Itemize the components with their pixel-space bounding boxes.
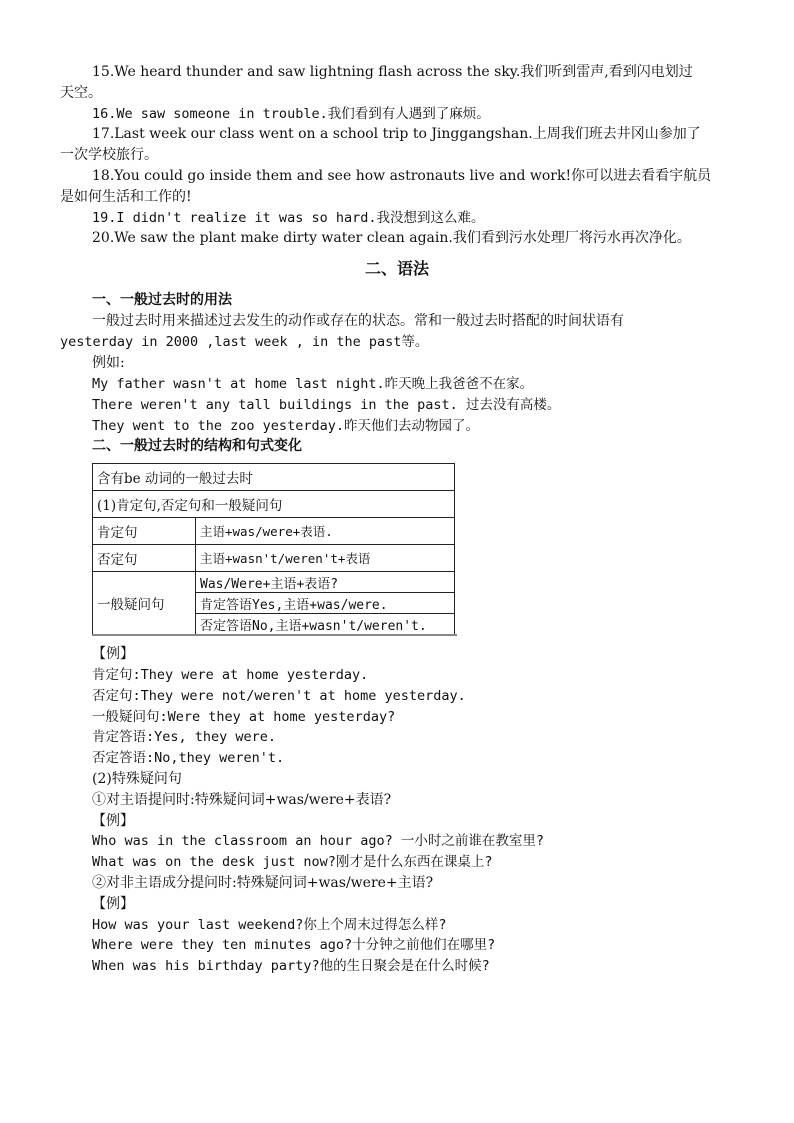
row-label-affirmative: 肯定句 [93, 518, 196, 545]
nonsubject-example-1: How was your last weekend?你上个周末过得怎么样? [92, 917, 447, 933]
row-label-question: 一般疑问句 [93, 572, 196, 635]
part1-example-label: 例如: [92, 355, 125, 371]
part1-desc: 一般过去时用来描述过去发生的动作或存在的状态。常和一般过去时搭配的时间状语有 [92, 313, 624, 329]
part1-example-2: There weren't any tall buildings in the past. 过去没有高楼。 [92, 397, 561, 413]
sentence-16: 16.We saw someone in trouble.我们看到有人遇到了麻烦。 [92, 106, 490, 122]
sentence-19: 19.I didn't realize it was so hard.我没想到这么难。 [92, 210, 485, 226]
subject-example-1: Who was in the classroom an hour ago? 一小时之前谁在教室里? [92, 833, 544, 849]
subject-question-rule: ①对主语提问时:特殊疑问词+was/were+表语? [92, 792, 392, 808]
example-affirmative: 肯定句:They were at home yesterday. [92, 667, 369, 683]
sentence-18: 18.You could go inside them and see how astronauts live and work!你可以进去看看宇航员 [92, 168, 712, 184]
example-negative-answer: 否定答语:No,they weren't. [92, 750, 285, 766]
part2-heading: 二、一般过去时的结构和句式变化 [92, 438, 302, 454]
part1-example-3: They went to the zoo yesterday.昨天他们去动物园了。 [92, 418, 479, 434]
example-tag-3: 【例】 [92, 896, 134, 912]
example-tag-2: 【例】 [92, 813, 134, 829]
part1-desc-cont: yesterday in 2000 ,last week , in the past等。 [60, 334, 429, 350]
table-subtitle: (1)肯定句,否定句和一般疑问句 [93, 491, 455, 518]
sentence-15-cont: 天空。 [60, 85, 102, 101]
subject-example-2: What was on the desk just now?刚才是什么东西在课桌上? [92, 854, 493, 870]
grammar-table [92, 463, 455, 635]
row-value-negative-answer: 否定答语No,主语+wasn't/weren't. [196, 614, 455, 635]
row-value-question: Was/Were+主语+表语? [196, 572, 455, 593]
sentence-17-cont: 一次学校旅行。 [60, 147, 158, 163]
part1-example-1: My father wasn't at home last night.昨天晚上我爸爸不在家。 [92, 376, 534, 392]
section-title: 二、语法 [364, 259, 429, 278]
nonsubject-example-3: When was his birthday party?他的生日聚会是在什么时候? [92, 958, 490, 974]
table-title: 含有be 动词的一般过去时 [93, 464, 455, 491]
sentence-20: 20.We saw the plant make dirty water clean again.我们看到污水处理厂将污水再次净化。 [92, 230, 691, 246]
sentence-18-cont: 是如何生活和工作的! [60, 189, 192, 205]
sentence-15: 15.We heard thunder and saw lightning flash across the sky.我们听到雷声,看到闪电划过 [92, 64, 693, 80]
nonsubject-example-2: Where were they ten minutes ago?十分钟之前他们在哪里? [92, 937, 496, 953]
row-value-negative: 主语+wasn't/weren't+表语 [196, 545, 455, 572]
example-negative: 否定句:They were not/weren't at home yesterday. [92, 688, 466, 704]
row-label-negative: 否定句 [93, 545, 196, 572]
example-positive-answer: 肯定答语:Yes, they were. [92, 729, 277, 745]
row-value-positive-answer: 肯定答语Yes,主语+was/were. [196, 593, 455, 614]
part1-heading: 一、一般过去时的用法 [92, 292, 232, 308]
sentence-17: 17.Last week our class went on a school trip to Jinggangshan.上周我们班去井冈山参加了 [92, 126, 701, 142]
nonsubject-question-rule: ②对非主语成分提问时:特殊疑问词+was/were+主语? [92, 875, 434, 891]
row-value-affirmative: 主语+was/were+表语. [196, 518, 455, 545]
example-question: 一般疑问句:Were they at home yesterday? [92, 709, 396, 725]
example-tag-1: 【例】 [92, 646, 134, 662]
special-question-heading: (2)特殊疑问句 [92, 771, 182, 787]
table-bottom-rule [92, 634, 457, 636]
